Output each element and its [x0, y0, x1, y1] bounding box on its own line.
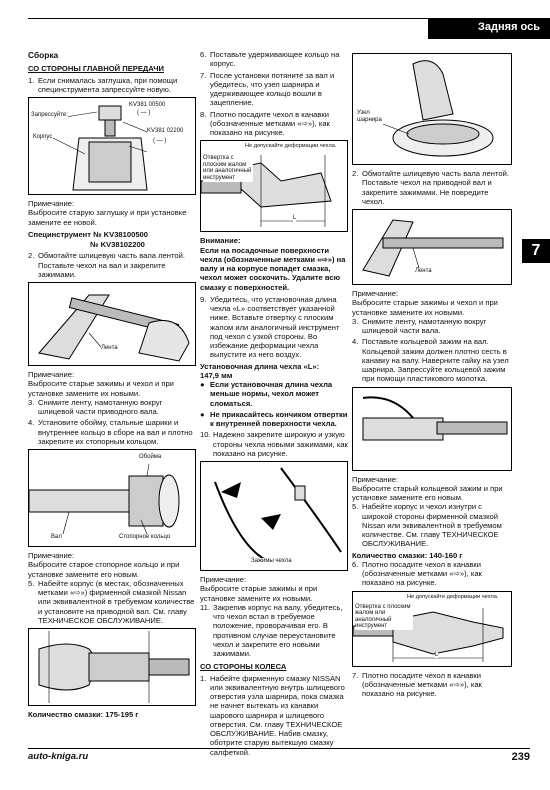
header-bar	[428, 19, 550, 39]
step-5: 5. Набейте корпус (в местах, обозначенных метками «⇨») фирменной смазкой Nissan или эквивалентной в требуемом количестве и установите на приводной вал. См. главу ТЕХНИЧЕСКОЕ ОБСЛУЖИВАНИЕ.	[28, 578, 195, 625]
fig-label-kv2: KV381 02200	[147, 128, 184, 134]
figure-boot-clamps	[200, 461, 348, 571]
fig-label-nodeform-2: Не допускайте деформации чехла.	[407, 593, 499, 600]
figure-tape-shaft	[28, 282, 196, 366]
fig-label-L: L	[293, 215, 297, 222]
grease-amount: Количество смазки: 175-195 г	[28, 710, 139, 719]
note-2: Примечание: Выбросите старые зажимы и чехол и при установке замените их новыми.	[28, 370, 174, 398]
step-6: 6. Поставьте удерживающее кольцо на корпус.	[200, 50, 340, 69]
step-c3-2: 2. Обмотайте шлицевую часть вала лентой. Поставьте чехол на приводной вал и закрепите зажимами. Не повредите чехол.	[352, 169, 509, 206]
boot-length-value: 147,9 мм	[200, 370, 233, 380]
step-c3-6: 6. Плотно посадите чехол в канавки (обозначенные метками «⇨»), как показано на рисунке.	[352, 559, 482, 588]
fig-label-clamp: Зажимы чехла	[251, 558, 292, 564]
step-8: 8. Плотно посадите чехол в канавки (обозначенные метками «⇨»), как показано на рисунке.	[200, 109, 330, 137]
fig-label-ring: Стопорное кольцо	[119, 534, 171, 540]
fig-label-nodeform: Не допускайте деформации чехла.	[245, 143, 337, 150]
page-header	[28, 18, 550, 40]
column-1	[28, 50, 196, 719]
step-c3-3: 3. Снимите ленту, намотанную вокруг шлицевой части вала.	[352, 316, 487, 335]
step-9: 9. Убедитесь, что установочная длина чехла «L» соответствует указанной ниже. Вставьте отвертку с плоским жалом или аналогичный инструмент под чехол с узкой стороны. Во избежание деформации чехла выпустите из него воздух.	[200, 294, 340, 360]
caution-bullet-2: ● Не прикасайтесь кончиком отвертки к внутренней поверхности чехла.	[200, 409, 348, 428]
subsection-wheel-side: СО СТОРОНЫ КОЛЕСА	[200, 662, 287, 672]
step-1: 1. Если снималась заглушка, при помощи специнструмента запрессуйте новую.	[28, 75, 178, 94]
figure-tape-shaft-wheel	[352, 209, 512, 285]
figure-boot-grease	[28, 628, 196, 706]
fig-label-shaft: Вал	[51, 534, 62, 540]
fig-label-kv2b: ( — )	[153, 138, 167, 144]
figure-circular-clip	[352, 387, 512, 471]
fig-label-screwdriver-2: Отвертка с плоским жалом или аналогичный инструмент	[355, 604, 413, 630]
column-2	[200, 50, 348, 759]
fig-label-body: Корпус	[33, 134, 53, 140]
grease-amount-2: Количество смазки: 140-160 г	[352, 550, 463, 560]
note-c3-2: Примечание: Выбросите старый кольцевой зажим и при установке замените его новым.	[352, 474, 503, 502]
figure-boot-length-wheel	[352, 591, 512, 667]
note-3: Примечание: Выбросите старое стопорное кольцо и при установке замените его новым.	[28, 551, 180, 579]
header-title: Задняя ось	[478, 21, 540, 33]
special-tool-2: № KV38102200	[90, 240, 145, 249]
caution-bullet-1: ● Если установочная длина чехла меньше нормы, чехол может сломаться.	[200, 380, 333, 408]
figure-circlip	[28, 449, 196, 547]
page-footer	[28, 748, 530, 766]
step-c3-7: 7. Плотно посадите чехол в канавки (обозначенные метками «⇨»), как показано на рисунке.	[352, 670, 482, 698]
figure-joint-grease	[352, 53, 512, 165]
fig-label-screwdriver: Отвертка с плоским жалом или аналогичный инструмент	[203, 155, 252, 182]
boot-length-label: Установочная длина чехла «L»:	[200, 361, 320, 371]
subsection-title: СО СТОРОНЫ ГЛАВНОЙ ПЕРЕДАЧИ	[28, 64, 164, 74]
step-4: 4. Установите обойму, стальные шарики и внутреннее кольцо в сборе на вал и плотно закрепите их стопорным кольцом.	[28, 418, 193, 446]
fig-label-press: Запрессуйте:	[31, 112, 68, 118]
column-3	[352, 50, 512, 700]
chapter-tab: 7	[522, 239, 550, 263]
step-2: 2. Обмотайте шлицевую часть вала лентой. Поставьте чехол на вал и закрепите зажимами.	[28, 251, 185, 279]
fig-label-L-2: L	[435, 651, 439, 658]
fig-label-cage: Обойма	[139, 454, 162, 460]
note-4: Примечание: Выбросите старые зажимы и при установке замените их новыми.	[200, 575, 318, 603]
warning-text: Если на посадочные поверхности чехла (обозначенные метками «⇨») на валу и на корпусе попадет смазка, чехол может соскочить. Удалите всю смазку с поверхностей.	[200, 245, 346, 292]
special-tool-1: Специнструмент № KV38100500	[28, 229, 148, 239]
step-11: 11. Закрепив корпус на валу, убедитесь, что чехол встал в требуемое положение, проворачивая его. В противном случае переустановите чехол и закрепите его новыми зажимами.	[200, 602, 343, 658]
step-7: 7. После установки потяните за вал и убедитесь, что узел шарнира и удерживающее кольцо вошли в зацепление.	[200, 70, 335, 108]
fig-label-tape-2: Лента	[415, 268, 432, 274]
footer-site: auto-kniga.ru	[28, 751, 89, 762]
fig-label-kv1: KV381 00500	[129, 102, 166, 108]
note-1: Примечание: Выбросите старую заглушку и при установке замените ее новой.	[28, 199, 187, 227]
step-c3-5: 5. Набейте корпус и чехол изнутри с широкой стороны фирменной смазкой Nissan или эквивалентной в требуемом количестве. См. главу ТЕХНИЧЕСКОЕ ОБСЛУЖИВАНИЕ.	[352, 502, 502, 549]
fig-label-tape: Лента	[101, 345, 118, 351]
step-3: 3. Снимите ленту, намотанную вокруг шлицевой части приводного вала.	[28, 397, 163, 416]
figure-press-plug	[28, 97, 196, 195]
figure-boot-length	[200, 140, 348, 232]
page-number: 239	[511, 751, 530, 763]
fig-label-joint: Узел шарнира	[357, 110, 391, 123]
step-10: 10. Надежно закрепите широкую и узкую стороны чехла новыми зажимами, как показано на рисунке.	[200, 430, 348, 458]
fig-label-kv1b: ( — )	[137, 110, 151, 116]
note-c3-1: Примечание: Выбросите старые зажимы и чехол и при установке замените их новыми.	[352, 289, 498, 317]
step-c3-4: 4. Поставьте кольцевой зажим на вал. Кольцевой зажим должен плотно сесть в канавку на валу. Наверните гайку на узел шарнира. Запрессуйте кольцевой зажим при помощи пластикового молотка.	[352, 337, 509, 384]
step-wheel-1: 1. Набейте фирменную смазку NISSAN или эквивалентную внутрь шлицевого отверстия узла шарнира, пока смазка не начнет вытекать из канавки шарового шарнира и шлицевого отверстия. См. главу ТЕХНИЧЕСКОЕ ОБСЛУЖИВАНИЕ. Набив смазку, оботрите старую вытекшую смазку салфеткой.	[200, 673, 345, 757]
section-title: Сборка	[28, 50, 59, 60]
warning-head: Внимание:	[200, 236, 241, 246]
